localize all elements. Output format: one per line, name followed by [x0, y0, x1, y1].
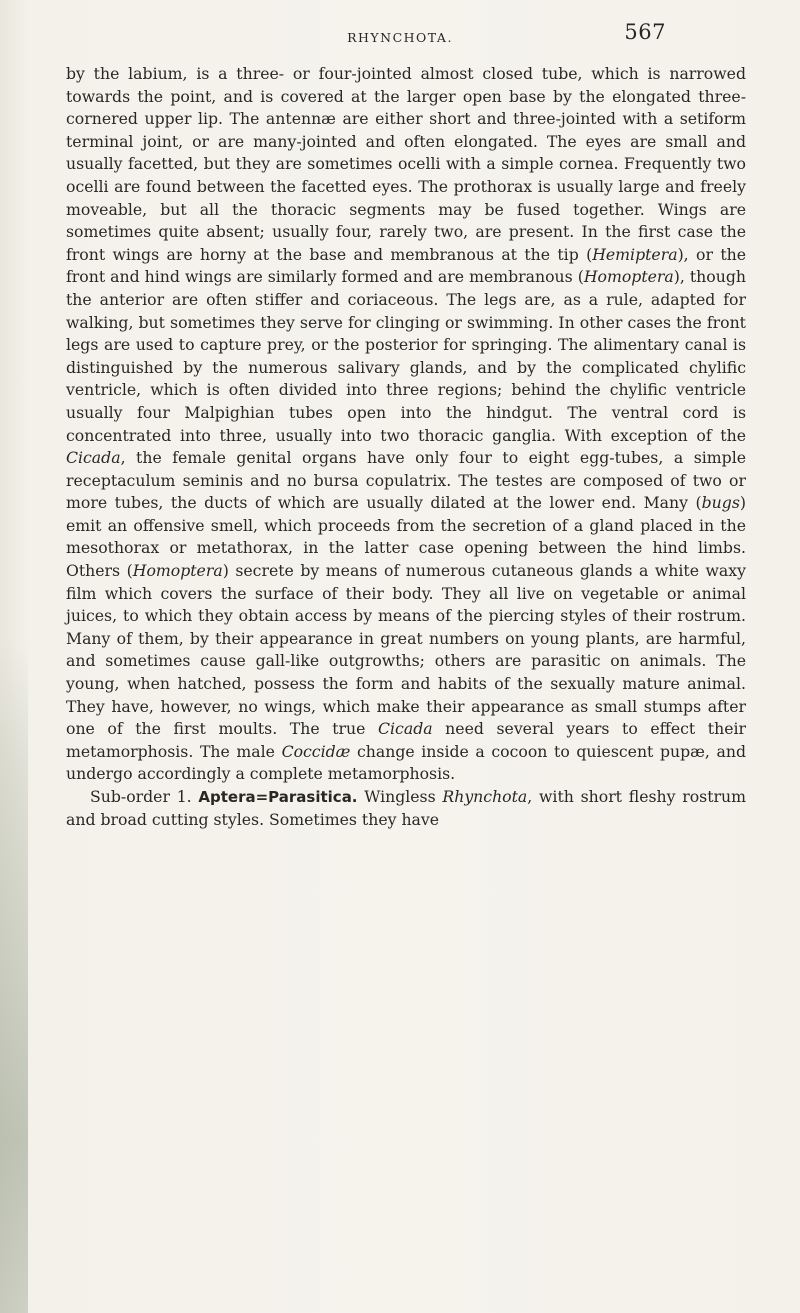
text-run: ), though the anterior are often stiffer and coriaceous. The legs are, as a rule, adapted for walking, but sometimes they serve for clinging or swimming. In other cases the front legs are used to capture prey, or the posterior for springing. The alimentary canal is distinguished by the numerous salivary glands, and by the complicated chylific ventricle, which is often divided into three regions; behind the chylific ventricle usually four Malpighian tubes open into the hindgut. The ventral cord is concentrated into three, usually into two thoracic ganglia. With exception of the — [66, 267, 746, 445]
text-run: , the female genital organs have only four to eight egg-tubes, a simple receptaculum seminis and no bursa copulatrix. The testes are composed of two or more tubes, the ducts of which are usually dilated at the lower end. Many ( — [66, 448, 746, 513]
text-run: by the labium, is a three- or four-jointed almost closed tube, which is narrowed towards the point, and is covered at the larger open base by the elongated three-cornered upper lip. The antennæ are either short and three-jointed with a setiform terminal joint, or are many-jointed and often elongated. The eyes are small and usually facetted, but they are sometimes ocelli with a simple cornea. Frequently two ocelli are found between the facetted eyes. The prothorax is usually large and freely moveable, but all the thoracic segments may be fused together. Wings are sometimes quite absent; usually four, rarely two, are present. In the first case the front wings are horny at the base and membranous at the tip ( — [66, 64, 746, 264]
italic-term: Hemiptera — [592, 244, 678, 264]
italic-term: Cicada — [378, 719, 433, 739]
text-run: ), or the front and hind wings are similarly formed and are membranous ( — [66, 244, 747, 287]
text-run: ) emit an offensive smell, which proceeds from the secretion of a gland placed in the mesothorax or metathorax, in the latter case opening between the hind limbs. Others ( — [66, 493, 746, 581]
page-header — [0, 20, 800, 50]
running-head: RHYNCHOTA. — [347, 30, 453, 45]
text-run: change inside a cocoon to quiescent pupæ, and undergo accordingly a complete metamorphosis. — [66, 741, 746, 784]
paragraph-description — [66, 63, 746, 786]
italic-term: Cicada — [66, 448, 121, 468]
page-number: 567 — [624, 20, 666, 44]
italic-term: Rhynchota — [442, 787, 528, 806]
body-text — [66, 63, 746, 831]
italic-term: bugs — [701, 493, 740, 513]
text-run: , with short fleshy rostrum and broad cutting styles. Sometimes they have — [66, 787, 747, 829]
text-run: Wingless — [357, 787, 443, 806]
italic-term: Homoptera — [132, 561, 223, 581]
italic-term: Coccidæ — [281, 741, 351, 761]
italic-term: Homoptera — [583, 267, 674, 287]
binding-gutter-shadow — [0, 640, 28, 1313]
text-run: need several years to effect their metamorphosis. The male — [66, 719, 746, 761]
suborder-label: Sub-order 1. — [90, 787, 199, 806]
suborder-title: Aptera=Parasitica. — [198, 788, 358, 806]
paragraph-suborder — [66, 786, 746, 831]
text-run: ) secrete by means of numerous cutaneous glands a white waxy film which covers the surface of their body. They all live on vegetable or animal juices, to which they obtain access by means of the piercing styles of their rostrum. Many of them, by their appearance in great numbers on young plants, are harmful, and sometimes cause gall-like outgrowths; others are parasitic on animals. The young, when hatched, possess the form and habits of the sexually mature animal. They have, however, no wings, which make their appearance as small stumps after one of the first moults. The true — [66, 561, 746, 739]
